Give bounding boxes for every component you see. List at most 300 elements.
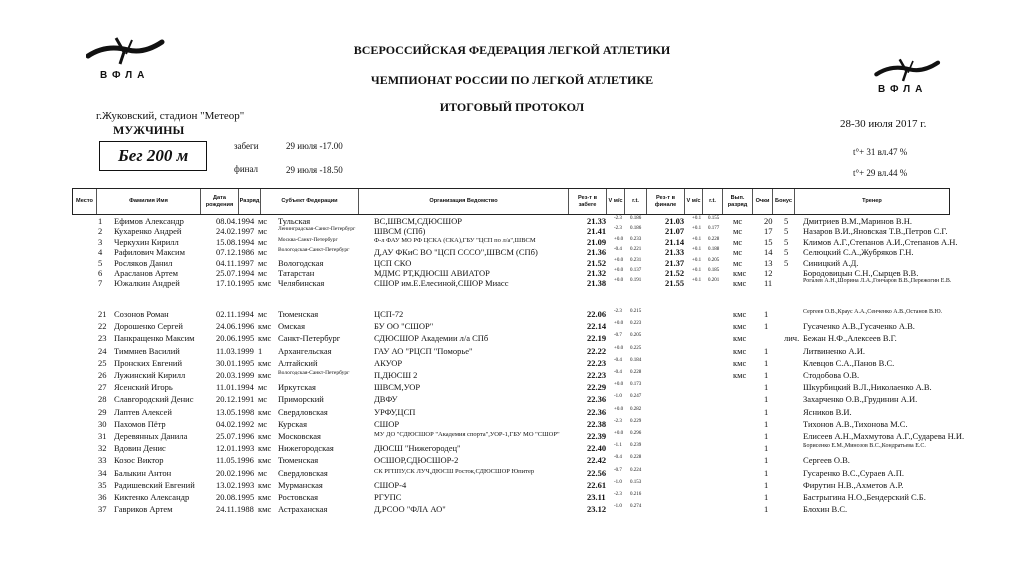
points: 1 [764, 443, 769, 454]
heat-wind: -1.0 [614, 504, 622, 510]
heat-result: 21.36 [587, 247, 607, 258]
athlete-name: Южалкин Андрей [114, 278, 180, 289]
achieved-rank: мс [733, 257, 743, 268]
coach: Сергеев О.В. [803, 455, 850, 466]
heat-result: 22.40 [587, 443, 607, 454]
heat-reaction: 0.184 [630, 357, 642, 363]
final-wind: +0.1 [692, 257, 702, 263]
table-row [80, 419, 960, 430]
achieved-rank: мс [733, 236, 743, 247]
heat-wind: +0.0 [614, 321, 624, 327]
coach: Ясников В.И. [803, 406, 852, 417]
points: 1 [764, 492, 769, 502]
sport-rank: кмс [258, 431, 272, 441]
heat-wind: -1.0 [614, 394, 622, 400]
region: Алтайский [278, 357, 318, 368]
organization: СК РГППУ,СК ЛУЧ,ДЮСШ Росток,СДЮСШОР Юпитер [374, 467, 535, 475]
coach: Бородовицын С.Н.,Сырцев В.В. [803, 268, 919, 278]
organization: ШВСМ,УОР [374, 382, 421, 393]
points: 1 [764, 418, 769, 429]
table-row [80, 407, 960, 418]
heat-reaction: 0.274 [630, 504, 642, 510]
final-label: финал [234, 164, 259, 174]
coach: Захарченко О.В.,Грудинин А.И. [803, 394, 918, 405]
sport-rank: кмс [258, 278, 272, 289]
final-reaction: 0.188 [708, 247, 720, 253]
table-row [80, 333, 960, 344]
heat-result: 22.19 [587, 333, 607, 344]
athlete-name: Созонов Роман [114, 309, 169, 319]
place: 32 [98, 443, 107, 454]
place: 29 [98, 406, 107, 417]
final-wind: +0.1 [692, 268, 702, 273]
sport-rank: кмс [258, 333, 272, 344]
organization: Ф-л ФАУ МО РФ ЦСКА (СКА),ГБУ "ЦСП по л/а",ШВСМ [374, 236, 536, 244]
table-row [80, 480, 960, 491]
heat-reaction: 0.225 [630, 345, 642, 351]
heat-wind: -1.0 [614, 479, 622, 485]
coach: Литвиненко А.И. [803, 345, 866, 356]
sport-rank: мс [258, 257, 268, 268]
final-result: 21.07 [665, 226, 685, 237]
achieved-rank: мс [733, 216, 743, 226]
athlete-name: Рафилович Максим [114, 247, 185, 258]
athlete-name: Черкухин Кирилл [114, 236, 179, 247]
table-row [80, 394, 960, 405]
heat-result: 23.11 [587, 492, 606, 502]
heat-result: 22.38 [587, 418, 607, 429]
heat-wind: -0.4 [614, 370, 622, 375]
place: 22 [98, 321, 107, 332]
region: Тульская [278, 216, 311, 226]
place: 36 [98, 492, 107, 502]
heat-result: 22.36 [587, 394, 607, 405]
sport-rank: мс [258, 216, 268, 226]
points: 1 [764, 321, 769, 332]
heat-wind: +0.0 [614, 257, 624, 263]
final-date: 29 июля -18.50 [286, 165, 343, 175]
table-header [72, 188, 950, 215]
points: 12 [764, 268, 773, 278]
sport-rank: 1 [258, 345, 263, 356]
region: Иркутская [278, 382, 316, 393]
athlete-name: Дорошенко Сергей [114, 321, 183, 332]
column-header: Вып. разряд [723, 189, 753, 214]
organization: ДВФУ [374, 394, 398, 405]
heat-result: 22.29 [587, 382, 607, 393]
achieved-rank: кмс [733, 309, 747, 319]
coach: Фирутин Н.В.,Ахметов А.Р. [803, 479, 904, 490]
athlete-name: Тиммнев Василий [114, 345, 180, 356]
athlete-name: Славгородский Денис [114, 394, 194, 405]
weather-final: t°+ 29 вл.44 % [853, 168, 908, 178]
organization: РГУПС [374, 492, 402, 502]
athlete-name: Вдовин Денис [114, 443, 166, 454]
place: 30 [98, 418, 107, 429]
sport-rank: кмс [258, 479, 272, 490]
heat-reaction: 0.223 [630, 321, 642, 327]
table-row [80, 382, 960, 393]
heat-wind: -0.4 [614, 357, 622, 363]
heat-result: 21.41 [587, 226, 607, 237]
organization: ВС,ШВСМ,СДЮСШОР [374, 216, 462, 226]
heat-result: 21.32 [587, 268, 607, 278]
column-header: Разряд [239, 189, 261, 214]
heat-result: 22.42 [587, 455, 607, 466]
achieved-rank: кмс [733, 321, 747, 332]
sport-rank: мс [258, 467, 268, 478]
gender-title: МУЖЧИНЫ [113, 123, 185, 137]
region: Санкт-Петербург [278, 333, 341, 344]
table-row [80, 278, 960, 289]
points: 17 [764, 226, 773, 237]
birth-date: 25.07.1994 [216, 268, 255, 278]
final-result: 21.55 [665, 278, 685, 289]
heat-result: 22.14 [587, 321, 607, 332]
table-row [80, 237, 960, 248]
birth-date: 17.10.1995 [216, 278, 255, 289]
heat-reaction: 0.153 [630, 479, 642, 485]
region: Московская [278, 431, 321, 441]
place: 3 [98, 236, 103, 247]
place: 24 [98, 345, 107, 356]
heat-reaction: 0.247 [630, 394, 642, 400]
achieved-rank: кмс [733, 333, 747, 344]
region: Курская [278, 418, 307, 429]
place: 6 [98, 268, 103, 278]
column-header: Очки [753, 189, 773, 214]
heat-result: 22.22 [587, 345, 607, 356]
coach: Рогалев А.Н.,Шорина Л.А.,Гончаров В.В.,Пережогин Е.В. [803, 278, 952, 285]
championship-title: ЧЕМПИОНАТ РОССИИ ПО ЛЕГКОЙ АТЛЕТИКЕ [370, 73, 654, 87]
column-header: r.t. [703, 189, 723, 214]
final-reaction: 0.155 [708, 216, 720, 221]
points: 14 [764, 247, 773, 258]
sport-rank: кмс [258, 321, 272, 332]
final-result: 21.03 [665, 216, 685, 226]
heat-reaction: 0.231 [630, 257, 642, 263]
points: 1 [764, 394, 769, 405]
table-row [80, 216, 960, 227]
organization: ГАУ АО "РЦСП "Поморье" [374, 345, 473, 356]
athlete-name: Кухаренко Андрей [114, 226, 182, 237]
heat-wind: -2.3 [614, 226, 622, 232]
place: 27 [98, 382, 107, 393]
region: Вологодская-Санкт-Петербург [278, 370, 350, 376]
points: 1 [764, 455, 769, 466]
place: 35 [98, 479, 107, 490]
organization: ЦСП-72 [374, 309, 404, 319]
region: Татарстан [278, 268, 315, 278]
heat-wind: -0.4 [614, 455, 622, 461]
heat-reaction: 0.228 [630, 455, 642, 461]
birth-date: 11.03.1999 [216, 345, 254, 356]
points: 1 [764, 479, 769, 490]
region: Нижегородская [278, 443, 334, 454]
final-wind: +0.1 [692, 236, 702, 242]
table-row [80, 504, 960, 515]
heat-wind: -2.3 [614, 418, 622, 424]
heat-result: 22.23 [587, 370, 607, 380]
sport-rank: мс [258, 394, 268, 405]
heat-wind: -0.7 [614, 333, 622, 339]
sport-rank: мс [258, 236, 268, 247]
final-reaction: 0.205 [708, 257, 720, 263]
place: 2 [98, 226, 103, 237]
table-row [80, 492, 960, 503]
coach: Тихонов А.В.,Тихонова М.С. [803, 418, 908, 429]
organization: СШОР [374, 418, 400, 429]
points: 15 [764, 236, 773, 247]
weather-heats: t°+ 31 вл.47 % [853, 147, 908, 157]
organization: МДМС РТ,КДЮСШ АВИАТОР [374, 268, 490, 278]
heat-wind: +0.0 [614, 345, 624, 351]
bonus: лич. [784, 333, 800, 344]
event-title: Бег 200 м [99, 141, 207, 171]
points: 20 [764, 216, 773, 226]
heat-result: 22.56 [587, 467, 607, 478]
sport-rank: мс [258, 309, 268, 319]
region: Вологодская [278, 257, 324, 268]
sport-rank: кмс [258, 406, 272, 417]
heat-result: 21.33 [587, 216, 607, 226]
birth-date: 30.01.1995 [216, 357, 255, 368]
athlete-name: Козос Виктор [114, 455, 164, 466]
coach: Бастрыгина Н.О.,Бендерский С.Б. [803, 492, 926, 502]
region: Омская [278, 321, 305, 332]
birth-date: 24.11.1988 [216, 504, 254, 515]
achieved-rank: кмс [733, 345, 747, 356]
points: 1 [764, 345, 769, 356]
table-row [80, 358, 960, 369]
bonus: 5 [784, 226, 789, 237]
coach: Стодобова О.В. [803, 370, 860, 380]
heat-reaction: 0.186 [630, 226, 642, 232]
heat-wind: +0.0 [614, 278, 624, 284]
region: Мурманская [278, 479, 323, 490]
heat-reaction: 0.224 [630, 467, 642, 473]
final-wind: +0.1 [692, 247, 702, 253]
heat-result: 21.38 [587, 278, 607, 289]
athlete-name: Лаптев Алексей [114, 406, 172, 417]
birth-date: 20.06.1995 [216, 333, 255, 344]
birth-date: 24.06.1996 [216, 321, 255, 332]
place: 26 [98, 370, 107, 380]
column-header: Дата рождения [201, 189, 239, 214]
final-reaction: 0.185 [708, 268, 720, 273]
final-wind: +0.1 [692, 278, 702, 284]
sport-rank: мс [258, 268, 268, 278]
coach: Дмитриев В.М.,Маринов В.Н. [803, 216, 912, 226]
points: 1 [764, 467, 769, 478]
athlete-name: Пахомов Пётр [114, 418, 166, 429]
athlete-name: Ясенский Игорь [114, 382, 173, 393]
final-reaction: 0.177 [708, 226, 720, 232]
coach: Клевцов С.А.,Панов В.С. [803, 357, 895, 368]
coach: Шкурбицкий В.Л.,Николаенко А.В. [803, 382, 932, 393]
organization: АКУОР [374, 357, 403, 368]
bonus: 5 [784, 236, 789, 247]
heat-reaction: 0.228 [630, 370, 642, 375]
federation-title: ВСЕРОССИЙСКАЯ ФЕДЕРАЦИЯ ЛЕГКОЙ АТЛЕТИКИ [353, 43, 671, 57]
athlete-name: Киктенко Александр [114, 492, 190, 502]
heats-label: забеги [234, 141, 259, 151]
birth-date: 25.07.1996 [216, 431, 255, 441]
birth-date: 24.02.1997 [216, 226, 255, 237]
organization: УРФУ,ЦСП [374, 406, 416, 417]
final-wind: +0.1 [692, 216, 702, 221]
table-row [80, 247, 960, 258]
column-header: Фамилия Имя [97, 189, 201, 214]
heat-wind: +0.0 [614, 268, 624, 273]
sport-rank: кмс [258, 504, 272, 515]
sport-rank: мс [258, 382, 268, 393]
birth-date: 11.05.1996 [216, 455, 254, 466]
place: 1 [98, 216, 103, 226]
table-row [80, 268, 960, 279]
heat-reaction: 0.186 [630, 216, 642, 221]
place: 33 [98, 455, 107, 466]
place: 34 [98, 467, 107, 478]
heat-reaction: 0.205 [630, 333, 642, 339]
coach: Селюцкий С.А.,Жубряков Г.Н. [803, 247, 914, 258]
heat-reaction: 0.221 [630, 247, 642, 253]
table-row [80, 443, 960, 454]
athlete-name: Ефимов Александр [114, 216, 184, 226]
heat-result: 23.12 [587, 504, 607, 515]
athlete-name: Арасланов Артем [114, 268, 179, 278]
bonus: 5 [784, 247, 789, 258]
table-row [80, 455, 960, 466]
heats-date: 29 июля -17.00 [286, 141, 343, 151]
place: 28 [98, 394, 107, 405]
place: 37 [98, 504, 107, 515]
heat-reaction: 0.239 [630, 443, 642, 449]
table-row [80, 226, 960, 237]
heat-result: 22.61 [587, 479, 607, 490]
place: 21 [98, 309, 107, 319]
heat-wind: -1.1 [614, 443, 622, 449]
organization: Д,АУ ФКиС ВО "ЦСП СССО",ШВСМ (СПб) [374, 247, 538, 258]
final-wind: +0.1 [692, 226, 702, 232]
coach: Блохин В.С. [803, 504, 848, 515]
athlete-name: Панкращенко Максим [114, 333, 195, 344]
heat-reaction: 0.296 [630, 431, 642, 436]
birth-date: 13.05.1998 [216, 406, 255, 417]
heat-wind: -0.4 [614, 247, 622, 253]
coach: Елисеев А.Н.,Махмутова А.Г.,Сударева Н.И. [803, 431, 965, 441]
column-header: Организация Ведомство [359, 189, 569, 214]
coach: Гусаченко А.В.,Гусаченко А.В. [803, 321, 915, 332]
heat-reaction: 0.137 [630, 268, 642, 273]
region: Вологодская-Санкт-Петербург [278, 247, 350, 254]
region: Москва-Санкт-Петербург [278, 236, 338, 243]
column-header: Рез-т в финале [647, 189, 685, 214]
table-row [80, 346, 960, 357]
place: 25 [98, 357, 107, 368]
points: 1 [764, 357, 769, 368]
athlete-name: Пронских Евгений [114, 357, 183, 368]
heat-reaction: 0.233 [630, 236, 642, 242]
logo-text: ВФЛА [878, 84, 928, 95]
logo-text: ВФЛА [100, 70, 150, 81]
organization: БУ ОО "СШОР" [374, 321, 434, 332]
heat-reaction: 0.173 [630, 382, 642, 388]
coach: Гусаренко В.С.,Сураев А.П. [803, 467, 905, 478]
birth-date: 11.01.1994 [216, 382, 254, 393]
heat-result: 21.09 [587, 236, 607, 247]
dates: 28-30 июля 2017 г. [840, 118, 927, 130]
birth-date: 20.08.1995 [216, 492, 255, 502]
points: 1 [764, 431, 769, 441]
column-header: Субъект Федерации [261, 189, 359, 214]
place: 4 [98, 247, 103, 258]
sport-rank: кмс [258, 370, 272, 380]
points: 11 [764, 278, 773, 289]
protocol-title: ИТОГОВЫЙ ПРОТОКОЛ [439, 100, 585, 114]
region: Ростовская [278, 492, 319, 502]
column-header: Место [73, 189, 97, 214]
organization: СДЮСШОР Академии л/а СПб [374, 333, 489, 344]
column-header: Тренер [862, 198, 882, 204]
heat-wind: +0.0 [614, 382, 624, 388]
birth-date: 20.12.1991 [216, 394, 255, 405]
birth-date: 08.04.1994 [216, 216, 255, 226]
region: Астраханская [278, 504, 328, 515]
organization: Д,РСОО "ФЛА АО" [374, 504, 446, 515]
region: Тюменская [278, 309, 319, 319]
heat-wind: +0.0 [614, 236, 624, 242]
sport-rank: мс [258, 247, 268, 258]
heat-wind: -2.3 [614, 492, 622, 497]
organization: МУ ДО "СДЮСШОР "Академия спорта",УОР-1,ГБУ МО "СШОР" [374, 431, 560, 438]
heat-reaction: 0.216 [630, 492, 642, 497]
place: 5 [98, 257, 103, 268]
athlete-name: Лужинский Кирилл [114, 370, 186, 380]
table-row [80, 258, 960, 269]
column-header: Бонус [773, 189, 795, 214]
athlete-name: Балыкин Антон [114, 467, 172, 478]
achieved-rank: кмс [733, 268, 747, 278]
heat-result: 21.52 [587, 257, 607, 268]
points: 1 [764, 370, 769, 380]
achieved-rank: кмс [733, 357, 747, 368]
points: 1 [764, 382, 769, 393]
coach: Синицкий А.Д. [803, 257, 859, 268]
points: 1 [764, 406, 769, 417]
region: Челябинская [278, 278, 325, 289]
region: Приморский [278, 394, 324, 405]
table-row [80, 321, 960, 332]
heat-wind: -0.7 [614, 467, 622, 473]
birth-date: 04.11.1997 [216, 257, 254, 268]
organization: П,ДЮСШ 2 [374, 370, 418, 380]
achieved-rank: кмс [733, 278, 747, 289]
column-header: r.t. [625, 189, 647, 214]
heat-reaction: 0.215 [630, 309, 642, 314]
sport-rank: мс [258, 418, 268, 429]
sport-rank: кмс [258, 357, 272, 368]
athlete-name: Рослякoв Данил [114, 257, 173, 268]
region: Свердловская [278, 467, 328, 478]
birth-date: 15.08.1994 [216, 236, 255, 247]
sport-rank: кмс [258, 455, 272, 466]
sport-rank: кмс [258, 492, 272, 502]
heat-wind: +0.0 [614, 406, 624, 412]
achieved-rank: мс [733, 247, 743, 258]
organization: ЦСП СКО [374, 257, 412, 268]
table-row [80, 309, 960, 320]
